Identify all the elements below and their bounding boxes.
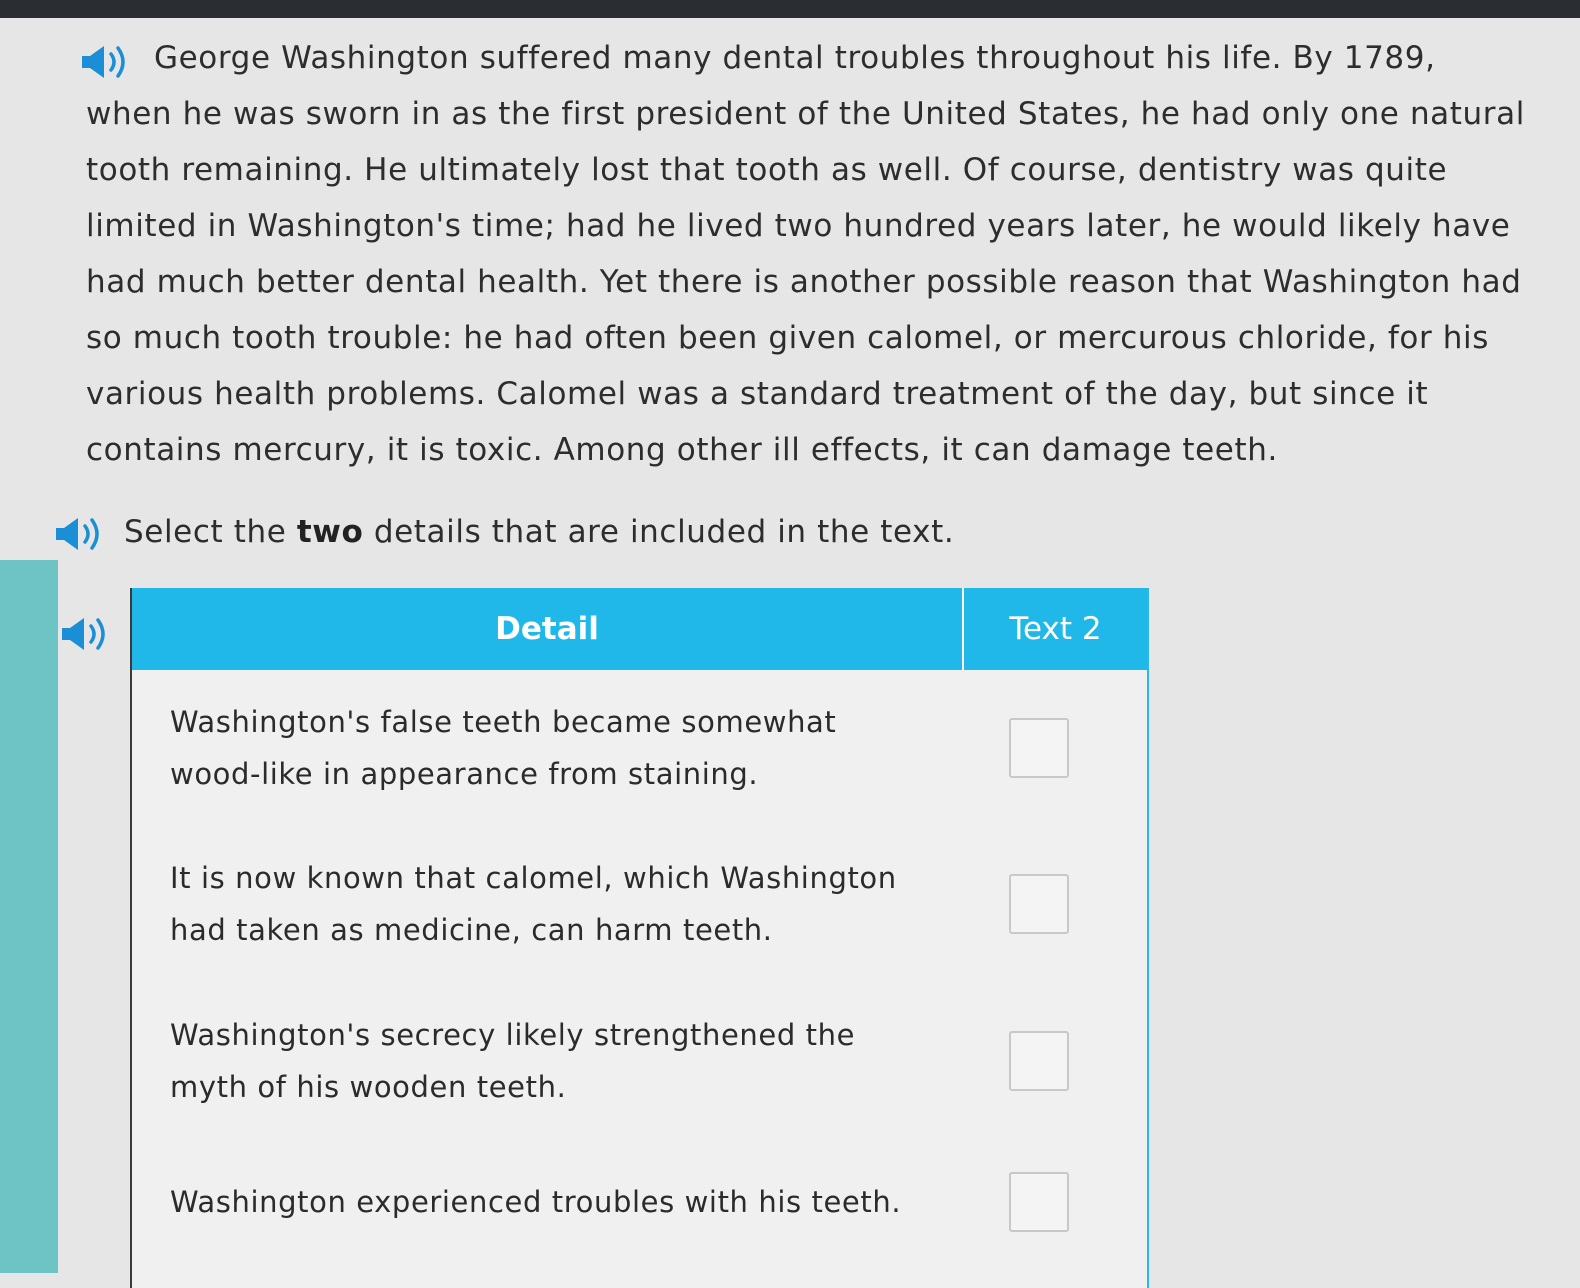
question-prefix: Select the — [124, 514, 297, 550]
question-prompt — [124, 510, 954, 554]
speaker-icon — [60, 614, 112, 654]
top-bar — [0, 0, 1580, 18]
row-checkbox[interactable] — [1009, 1172, 1069, 1232]
passage-text: George Washington suffered many dental troubles throughout his life. By 1789, when he was sworn in as the first president of the United States, he had only one natural tooth remaining. He ultimately lost that tooth as well. Of course, dentistry was quite limited in Washington's time; had he lived two hundred years later, he would likely have had much better dental health. Yet there is another possible reason that Washington had so much tooth trouble: he had often been given calomel, or mercurous chloride, for his various health problems. Calomel was a standard treatment of the day, but since it contains mercury, it is toxic. Among other ill effects, it can damage teeth. — [86, 40, 1525, 468]
row-checkbox[interactable] — [1009, 874, 1069, 934]
table-header — [132, 588, 1147, 670]
question-audio-button[interactable] — [54, 514, 106, 554]
reading-passage — [86, 30, 1526, 478]
detail-text: Washington's false teeth became somewhat wood-like in appearance from staining. — [170, 705, 837, 791]
detail-text: It is now known that calomel, which Washington had taken as medicine, can harm teeth. — [170, 861, 897, 947]
answer-table — [130, 588, 1149, 1288]
header-detail: Detail — [132, 588, 964, 670]
table-audio-button[interactable] — [60, 614, 112, 654]
table-row — [132, 982, 1147, 1140]
speaker-icon — [54, 514, 106, 554]
detail-text: Washington's secrecy likely strengthened the myth of his wooden teeth. — [170, 1018, 856, 1104]
header-text-2: Text 2 — [1009, 611, 1102, 647]
question-emphasis: two — [296, 514, 364, 550]
question-suffix: details that are included in the text. — [363, 514, 955, 550]
row-checkbox[interactable] — [1009, 1031, 1069, 1091]
table-row — [132, 670, 1147, 826]
row-checkbox[interactable] — [1009, 718, 1069, 778]
left-accent-strip — [0, 560, 58, 1273]
detail-text: Washington experienced troubles with his teeth. — [170, 1185, 902, 1219]
table-row — [132, 1140, 1147, 1264]
table-row — [132, 826, 1147, 982]
